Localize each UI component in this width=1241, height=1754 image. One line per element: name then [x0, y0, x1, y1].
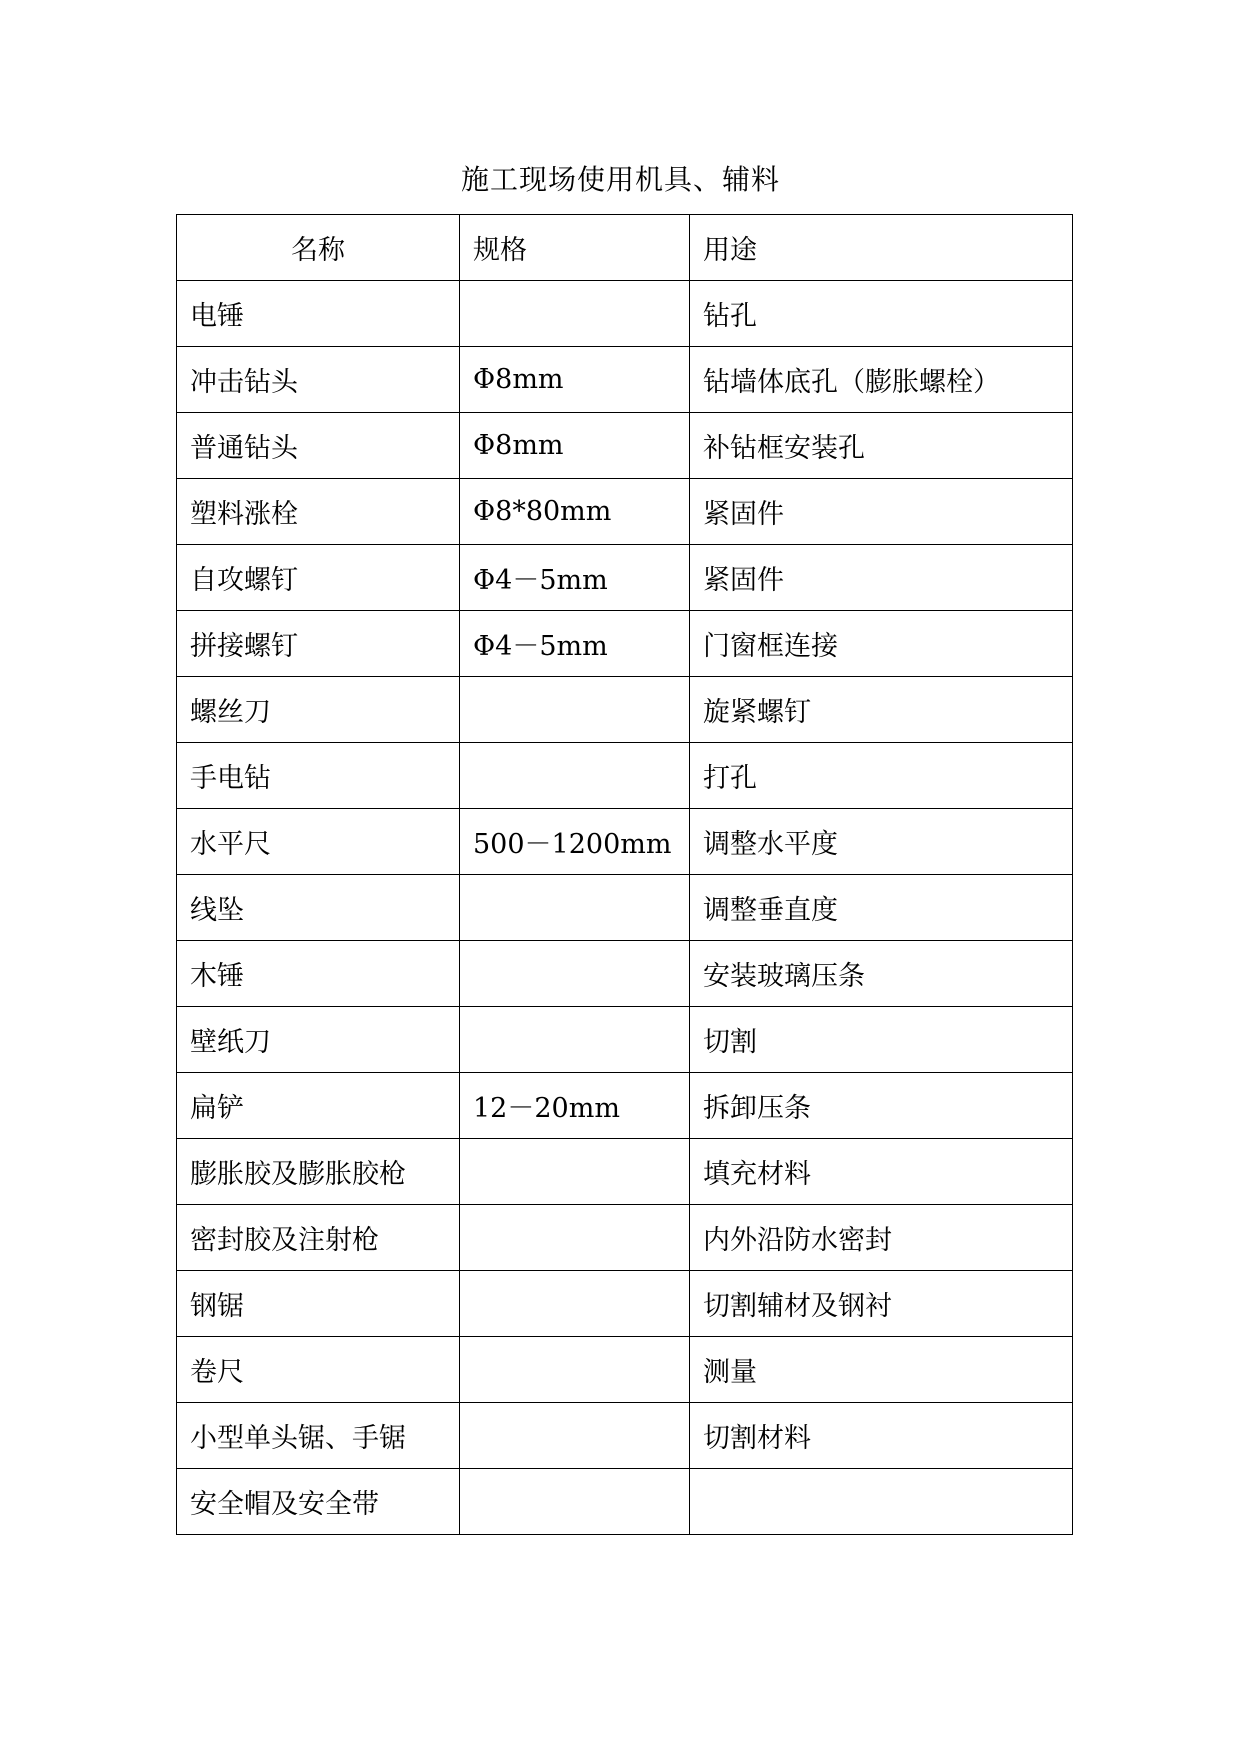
table-row: [177, 1073, 1073, 1139]
table-header-row: [177, 215, 1073, 281]
cell-use: 拆卸压条: [690, 1073, 1073, 1139]
cell-use: 调整水平度: [690, 809, 1073, 875]
cell-spec: Φ8mm: [460, 413, 690, 479]
cell-name: 线坠: [177, 875, 460, 941]
cell-spec: [460, 1205, 690, 1271]
cell-use: 填充材料: [690, 1139, 1073, 1205]
cell-name: 密封胶及注射枪: [177, 1205, 460, 1271]
cell-use: 切割: [690, 1007, 1073, 1073]
table-row: [177, 347, 1073, 413]
table-row: [177, 809, 1073, 875]
cell-use: 紧固件: [690, 545, 1073, 611]
cell-name: 膨胀胶及膨胀胶枪: [177, 1139, 460, 1205]
cell-name: 壁纸刀: [177, 1007, 460, 1073]
table-row: [177, 479, 1073, 545]
cell-spec: [460, 1007, 690, 1073]
table-row: [177, 1403, 1073, 1469]
cell-name: 小型单头锯、手锯: [177, 1403, 460, 1469]
cell-spec: [460, 1337, 690, 1403]
cell-spec: [460, 677, 690, 743]
table-row: [177, 1007, 1073, 1073]
header-spec: 规格: [460, 215, 690, 281]
table-body: [177, 281, 1073, 1535]
header-name: 名称: [177, 215, 460, 281]
cell-name: 卷尺: [177, 1337, 460, 1403]
header-use: 用途: [690, 215, 1073, 281]
cell-use: 钻墙体底孔（膨胀螺栓）: [690, 347, 1073, 413]
cell-name: 冲击钻头: [177, 347, 460, 413]
cell-spec: [460, 281, 690, 347]
table-row: [177, 1205, 1073, 1271]
cell-spec: [460, 1139, 690, 1205]
cell-use: 旋紧螺钉: [690, 677, 1073, 743]
cell-name: 自攻螺钉: [177, 545, 460, 611]
table-row: [177, 677, 1073, 743]
cell-use: 安装玻璃压条: [690, 941, 1073, 1007]
cell-use: 切割辅材及钢衬: [690, 1271, 1073, 1337]
cell-use: 调整垂直度: [690, 875, 1073, 941]
cell-spec: Φ4－5mm: [460, 545, 690, 611]
cell-name: 水平尺: [177, 809, 460, 875]
cell-name: 螺丝刀: [177, 677, 460, 743]
cell-spec: Φ8mm: [460, 347, 690, 413]
cell-spec: [460, 875, 690, 941]
cell-use: 切割材料: [690, 1403, 1073, 1469]
cell-name: 塑料涨栓: [177, 479, 460, 545]
table-row: [177, 413, 1073, 479]
cell-spec: [460, 1403, 690, 1469]
cell-spec: [460, 941, 690, 1007]
cell-use: 内外沿防水密封: [690, 1205, 1073, 1271]
tools-table: [176, 214, 1073, 1535]
cell-use: 紧固件: [690, 479, 1073, 545]
cell-name: 手电钻: [177, 743, 460, 809]
cell-name: 钢锯: [177, 1271, 460, 1337]
cell-spec: [460, 743, 690, 809]
cell-spec: Φ4－5mm: [460, 611, 690, 677]
cell-use: 测量: [690, 1337, 1073, 1403]
table-row: [177, 1469, 1073, 1535]
table-row: [177, 545, 1073, 611]
cell-spec: Φ8*80mm: [460, 479, 690, 545]
table-row: [177, 941, 1073, 1007]
cell-name: 电锤: [177, 281, 460, 347]
table-row: [177, 611, 1073, 677]
table-row: [177, 875, 1073, 941]
cell-spec: [460, 1469, 690, 1535]
cell-use: 补钻框安装孔: [690, 413, 1073, 479]
cell-spec: 12－20mm: [460, 1073, 690, 1139]
table-row: [177, 281, 1073, 347]
cell-spec: [460, 1271, 690, 1337]
table-row: [177, 1271, 1073, 1337]
cell-name: 木锤: [177, 941, 460, 1007]
cell-name: 普通钻头: [177, 413, 460, 479]
cell-use: [690, 1469, 1073, 1535]
table-row: [177, 1337, 1073, 1403]
cell-name: 扁铲: [177, 1073, 460, 1139]
cell-spec: 500－1200mm: [460, 809, 690, 875]
cell-use: 钻孔: [690, 281, 1073, 347]
page-title: 施工现场使用机具、辅料: [460, 163, 780, 196]
cell-name: 安全帽及安全带: [177, 1469, 460, 1535]
cell-use: 门窗框连接: [690, 611, 1073, 677]
cell-use: 打孔: [690, 743, 1073, 809]
table-row: [177, 743, 1073, 809]
table-row: [177, 1139, 1073, 1205]
cell-name: 拼接螺钉: [177, 611, 460, 677]
